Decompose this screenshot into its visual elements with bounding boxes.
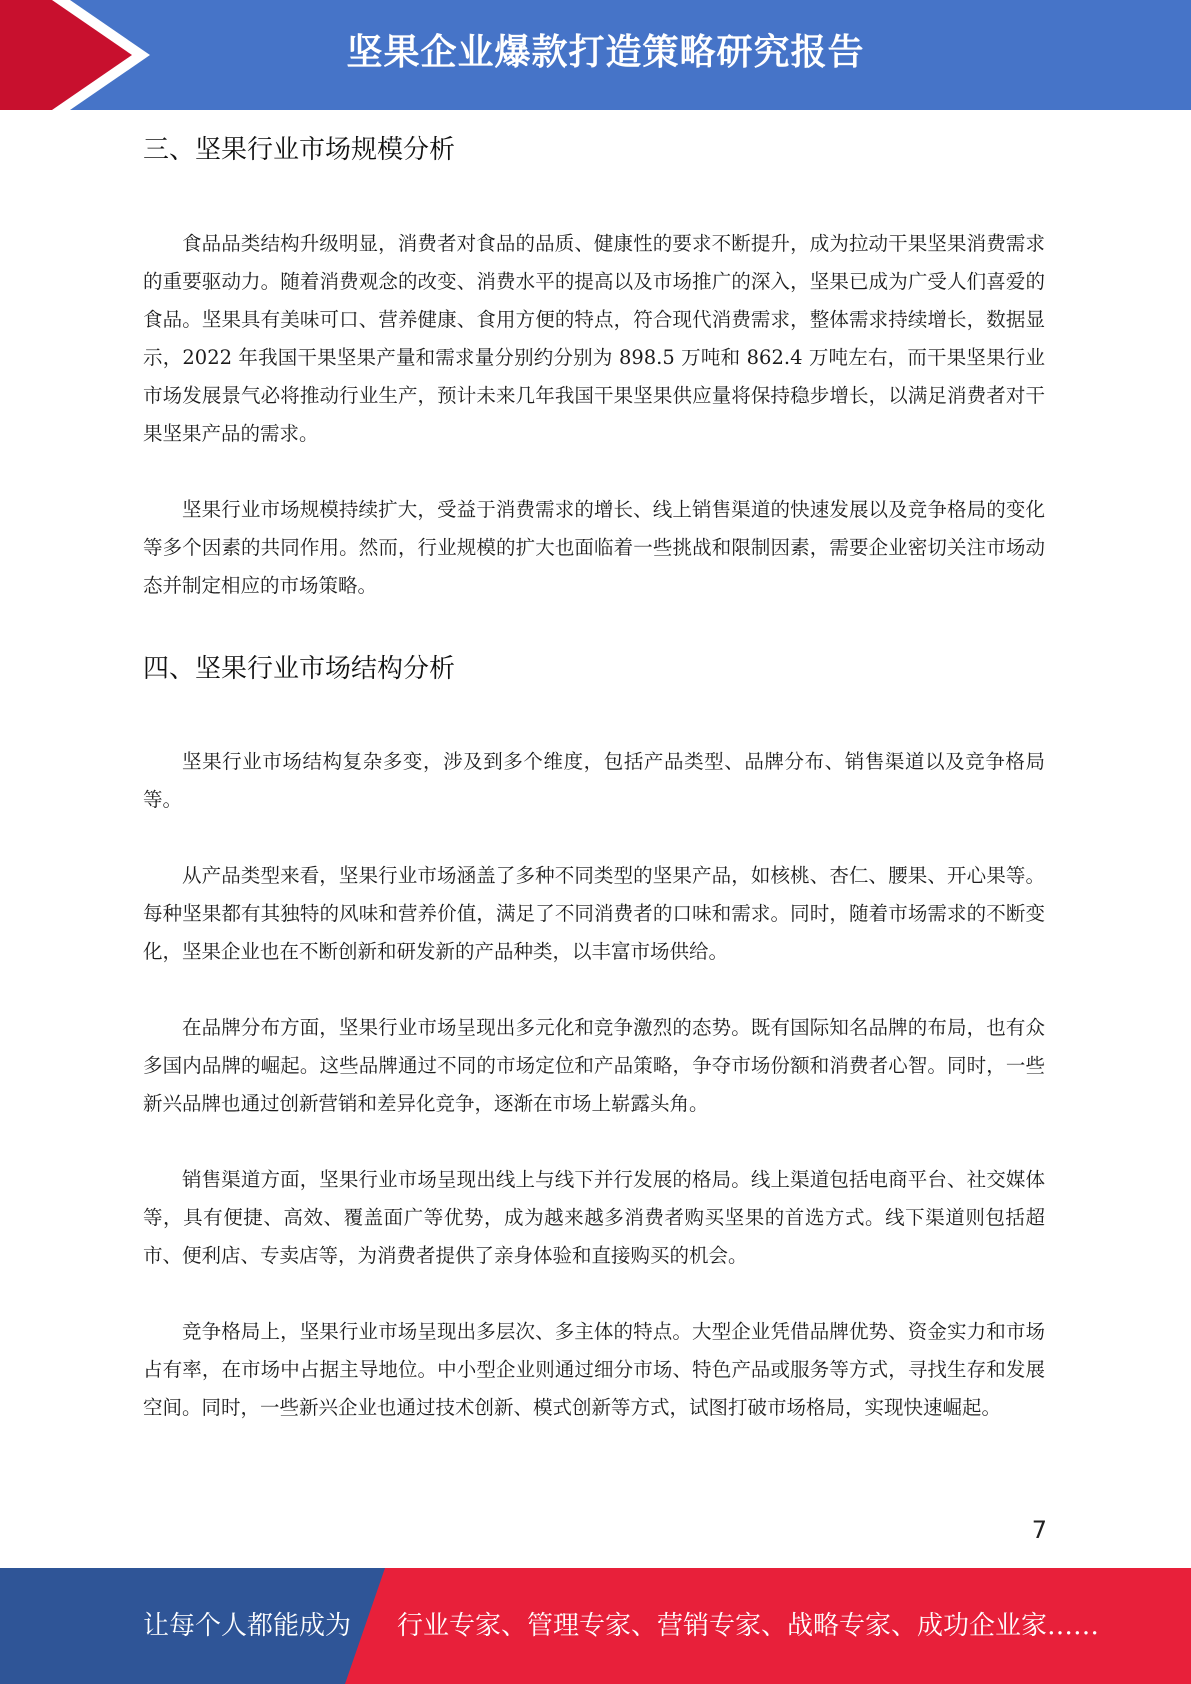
section-heading-market-structure: 四、坚果行业市场结构分析 (143, 654, 456, 684)
paragraph: 坚果行业市场结构复杂多变，涉及到多个维度，包括产品类型、品牌分布、销售渠道以及竞争格局等。 (143, 750, 1045, 811)
paragraph: 食品品类结构升级明显，消费者对食品的品质、健康性的要求不断提升，成为拉动干果坚果消费需求的重要驱动力。随着消费观念的改变、消费水平的提高以及市场推广的深入，坚果已成为广受人们喜爱的食品。坚果具有美味可口、营养健康、食用方便的特点，符合现代消费需求，整体需求持续增长，数据显示，2022 年我国干果坚果产量和需求量分别约分别为 898.5 万吨和 862.4 万吨左右，而干果坚果行业市场发展景气必将推动行业生产，预计未来几年我国干果坚果供应量将保持稳步增长，以满足消费者对干果坚果产品的需求。 (143, 232, 1045, 445)
footer-slogan-right: 行业专家、管理专家、营销专家、战略专家、成功企业家…… (397, 1611, 1100, 1641)
page-number: 7 (1031, 1516, 1047, 1544)
footer-slogan-left: 让每个人都能成为 (143, 1611, 352, 1641)
paragraph: 竞争格局上，坚果行业市场呈现出多层次、多主体的特点。大型企业凭借品牌优势、资金实力和市场占有率，在市场中占据主导地位。中小型企业则通过细分市场、特色产品或服务等方式，寻找生存和发展空间。同时，一些新兴企业也通过技术创新、模式创新等方式，试图打破市场格局，实现快速崛起。 (143, 1320, 1045, 1419)
paragraph: 坚果行业市场规模持续扩大，受益于消费需求的增长、线上销售渠道的快速发展以及竞争格局的变化等多个因素的共同作用。然而，行业规模的扩大也面临着一些挑战和限制因素，需要企业密切关注市场动态并制定相应的市场策略。 (143, 498, 1045, 597)
section-heading-market-size: 三、坚果行业市场规模分析 (143, 135, 456, 165)
footer-banner (0, 1568, 1191, 1684)
header-banner (0, 0, 1191, 110)
paragraph: 从产品类型来看，坚果行业市场涵盖了多种不同类型的坚果产品，如核桃、杏仁、腰果、开心果等。每种坚果都有其独特的风味和营养价值，满足了不同消费者的口味和需求。同时，随着市场需求的不断变化，坚果企业也在不断创新和研发新的产品种类，以丰富市场供给。 (143, 864, 1045, 963)
report-title: 坚果企业爆款打造策略研究报告 (346, 32, 865, 73)
paragraph: 销售渠道方面，坚果行业市场呈现出线上与线下并行发展的格局。线上渠道包括电商平台、社交媒体等，具有便捷、高效、覆盖面广等优势，成为越来越多消费者购买坚果的首选方式。线下渠道则包括超市、便利店、专卖店等，为消费者提供了亲身体验和直接购买的机会。 (143, 1168, 1045, 1267)
paragraph: 在品牌分布方面，坚果行业市场呈现出多元化和竞争激烈的态势。既有国际知名品牌的布局，也有众多国内品牌的崛起。这些品牌通过不同的市场定位和产品策略，争夺市场份额和消费者心智。同时，一些新兴品牌也通过创新营销和差异化竞争，逐渐在市场上崭露头角。 (143, 1016, 1045, 1115)
